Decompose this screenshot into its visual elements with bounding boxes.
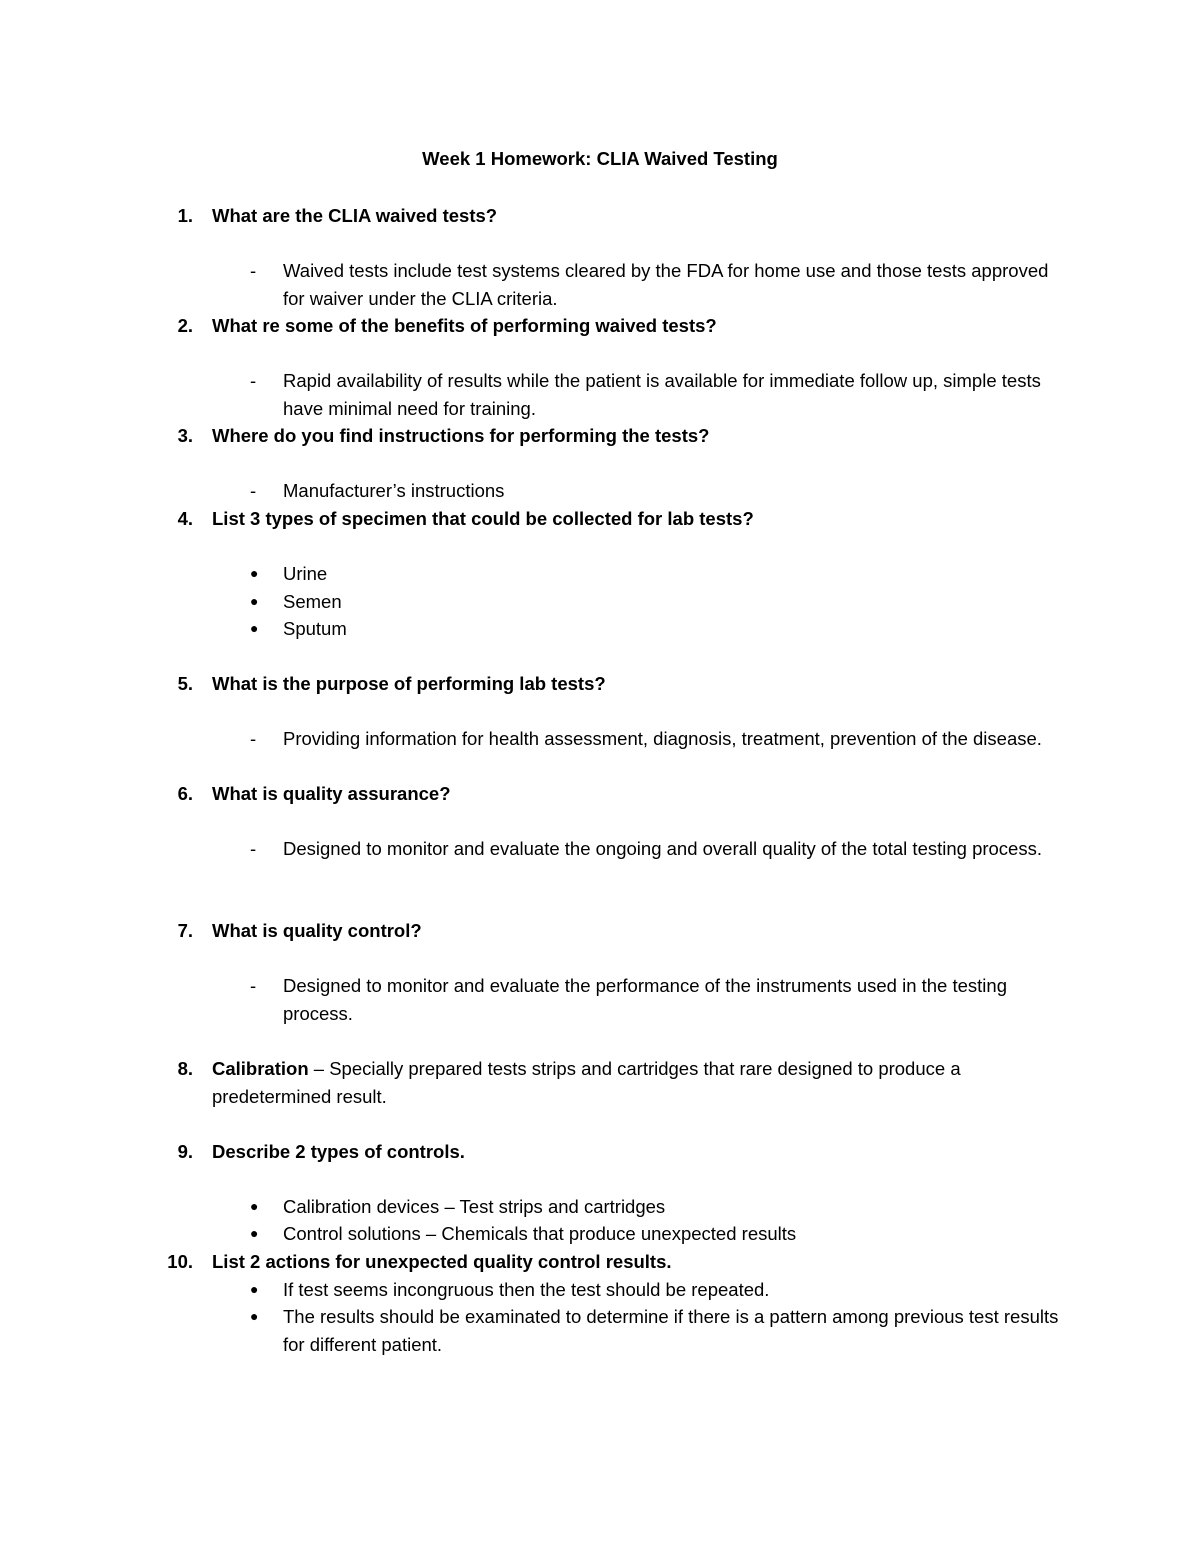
item-number: 9.: [177, 1141, 193, 1162]
bullet-marker: ●: [250, 1198, 259, 1214]
bullet-marker: ●: [250, 1225, 259, 1241]
answer-list-item: Sputum: [283, 618, 347, 639]
item-number: 3.: [177, 425, 193, 446]
bullet-marker: ●: [250, 1308, 259, 1324]
item-number: 8.: [177, 1058, 193, 1079]
question: List 2 actions for unexpected quality control results.: [212, 1251, 672, 1272]
definition-text: – Specially prepared tests strips and cartridges that rare designed to produce a predetermined result.: [212, 1058, 961, 1107]
bullet-marker: ●: [250, 593, 259, 609]
item-number: 7.: [177, 920, 193, 941]
answer-list-item: If test seems incongruous then the test should be repeated.: [283, 1279, 770, 1300]
definition-term: Calibration: [212, 1058, 309, 1079]
answer-list-item: Control solutions – Chemicals that produce unexpected results: [283, 1223, 797, 1244]
answer-list-item: Calibration devices – Test strips and cartridges: [283, 1196, 666, 1217]
bullet-marker: ●: [250, 1281, 259, 1297]
dash-marker: -: [250, 370, 257, 391]
question: What re some of the benefits of performing waived tests?: [212, 315, 717, 336]
dash-marker: -: [250, 728, 257, 749]
page-title: Week 1 Homework: CLIA Waived Testing: [422, 148, 778, 169]
bullet-marker: ●: [250, 565, 259, 581]
item-number: 2.: [177, 315, 193, 336]
item-number: 10.: [167, 1251, 193, 1272]
answer: Providing information for health assessment, diagnosis, treatment, prevention of the disease.: [283, 728, 1042, 749]
answer: Waived tests include test systems cleared by the FDA for home use and those tests approved for waiver under the CLIA criteria.: [283, 260, 1049, 309]
definition-paragraph: [212, 1055, 1062, 1110]
question: What is the purpose of performing lab tests?: [212, 673, 606, 694]
dash-marker: -: [250, 480, 257, 501]
item-number: 5.: [177, 673, 193, 694]
item-number: 6.: [177, 783, 193, 804]
answer-list-item: The results should be examinated to determine if there is a pattern among previous test results for different patient.: [283, 1306, 1059, 1355]
question: Describe 2 types of controls.: [212, 1141, 465, 1162]
answer: Rapid availability of results while the patient is available for immediate follow up, simple tests have minimal need for training.: [283, 370, 1041, 419]
answer: Designed to monitor and evaluate the performance of the instruments used in the testing process.: [283, 975, 1007, 1024]
answer-list-item: Urine: [283, 563, 328, 584]
dash-marker: -: [250, 838, 257, 859]
dash-marker: -: [250, 260, 257, 281]
dash-marker: -: [250, 975, 257, 996]
answer: Manufacturer’s instructions: [283, 480, 505, 501]
question: What is quality control?: [212, 920, 422, 941]
question: What is quality assurance?: [212, 783, 451, 804]
question: Where do you find instructions for performing the tests?: [212, 425, 710, 446]
item-number: 4.: [177, 508, 193, 529]
question: What are the CLIA waived tests?: [212, 205, 498, 226]
bullet-marker: ●: [250, 620, 259, 636]
answer: Designed to monitor and evaluate the ongoing and overall quality of the total testing process.: [283, 838, 1042, 859]
question: List 3 types of specimen that could be collected for lab tests?: [212, 508, 754, 529]
answer-list-item: Semen: [283, 591, 342, 612]
item-number: 1.: [177, 205, 193, 226]
